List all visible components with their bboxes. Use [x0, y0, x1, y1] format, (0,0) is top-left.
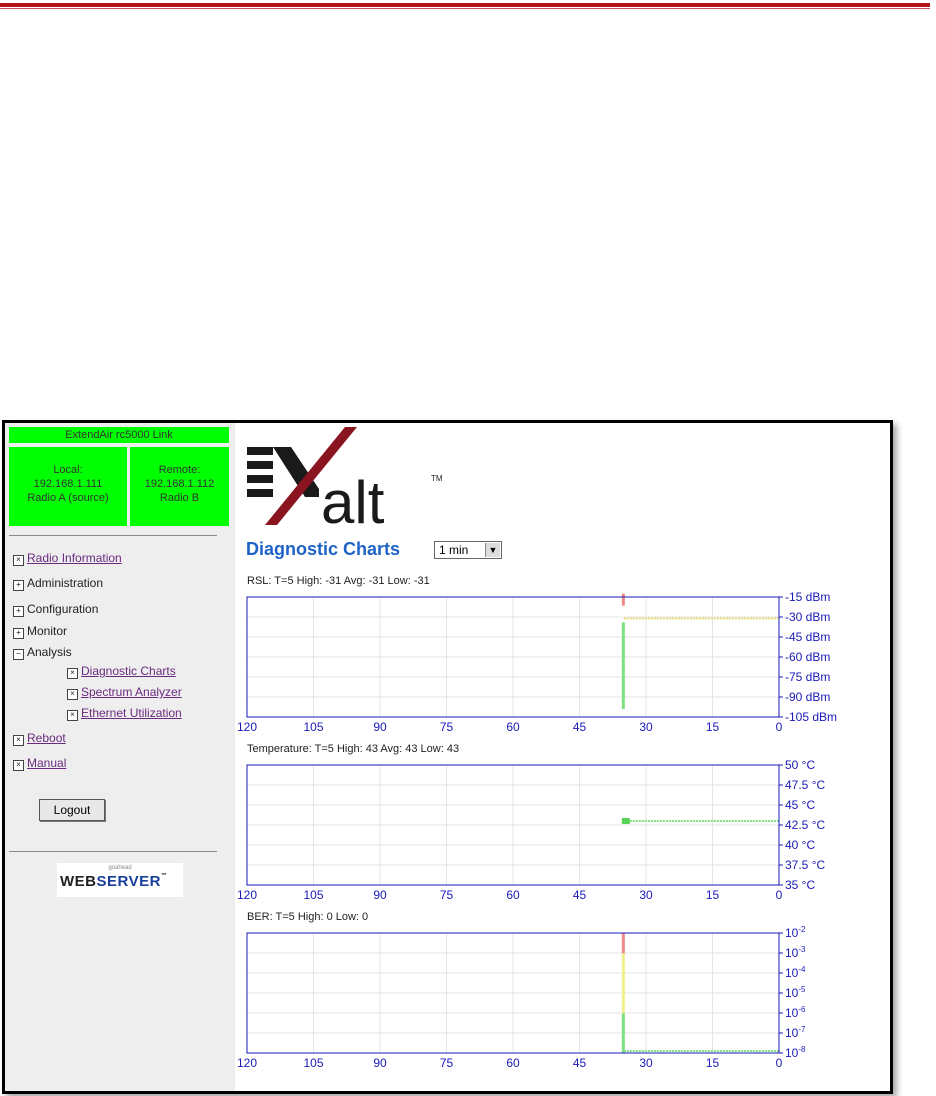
- remote-radio-name: Radio B: [159, 492, 200, 504]
- rsl-x-tick-label: 45: [572, 720, 587, 734]
- menu-link-spectrum-analyzer[interactable]: Spectrum Analyzer: [81, 685, 182, 699]
- local-radio-name: Radio A (source): [27, 492, 109, 504]
- rsl-y-tick-label: -90 dBm: [785, 690, 831, 704]
- ber-chart: [235, 921, 890, 1069]
- temperature-chart-caption: Temperature: T=5 High: 43 Avg: 43 Low: 43: [247, 743, 460, 755]
- menu-link-diagnostic-charts[interactable]: Diagnostic Charts: [81, 664, 176, 678]
- menu-label-configuration[interactable]: Configuration: [27, 602, 99, 616]
- exalt-logo: [245, 427, 475, 531]
- ber-x-tick-label: 60: [506, 1056, 520, 1069]
- ber-x-tick-label: 90: [373, 1056, 387, 1069]
- rsl-y-tick-label: -75 dBm: [785, 670, 831, 684]
- temperature-x-tick-label: 45: [572, 888, 587, 901]
- rsl-gauge-red: [622, 594, 625, 606]
- ber-x-tick-label: 30: [639, 1056, 653, 1069]
- rsl-x-tick-label: 105: [303, 720, 324, 734]
- bullet-box-icon: ×: [13, 555, 24, 566]
- webserver-logo: [57, 863, 183, 897]
- temperature-x-tick-label: 15: [705, 888, 720, 901]
- menu-label-monitor[interactable]: Monitor: [27, 624, 68, 638]
- menu-item-administration[interactable]: [13, 576, 103, 591]
- ber-y-tick-label: $10^{-4}$: [785, 965, 806, 980]
- sidebar-divider: [9, 535, 217, 536]
- temperature-y-tick-label: 47.5 °C: [785, 778, 826, 792]
- rsl-x-tick-label: 120: [236, 720, 258, 734]
- submenu-item-spectrum-analyzer[interactable]: [67, 685, 182, 700]
- temperature-y-tick-label: 42.5 °C: [785, 818, 826, 832]
- rsl-x-tick-label: 60: [506, 720, 520, 734]
- ber-y-tick-label: $10^{-3}$: [785, 945, 806, 960]
- sidebar-divider-lower: [9, 851, 217, 852]
- temperature-y-tick-label: 45 °C: [785, 798, 816, 812]
- ber-x-tick-label: 0: [775, 1056, 783, 1069]
- logo-tm: TM: [431, 474, 443, 483]
- ber-y-tick-label: $10^{-5}$: [785, 985, 806, 1000]
- interval-select[interactable]: [434, 541, 502, 559]
- menu-item-monitor[interactable]: [13, 624, 67, 639]
- ber-y-tick-label: $10^{-6}$: [785, 1005, 806, 1020]
- temperature-y-tick-label: 35 °C: [785, 878, 816, 892]
- local-radio-status: [9, 447, 127, 526]
- menu-label-administration[interactable]: Administration: [27, 576, 104, 590]
- expand-plus-icon[interactable]: +: [13, 628, 24, 639]
- ber-y-tick-label: $10^{-2}$: [785, 925, 806, 940]
- ber-y-tick-label: $10^{-8}$: [785, 1045, 806, 1060]
- rsl-y-tick-label: -45 dBm: [785, 630, 831, 644]
- ber-x-tick-label: 75: [439, 1056, 454, 1069]
- menu-link-manual[interactable]: Manual: [27, 756, 67, 770]
- header-rule: [0, 0, 936, 12]
- menu-item-analysis[interactable]: [13, 645, 72, 660]
- rsl-chart: [235, 585, 890, 735]
- link-title: ExtendAir rc5000 Link: [9, 427, 229, 443]
- main-content: [235, 423, 890, 1091]
- logo-text: alt: [321, 469, 385, 531]
- ber-gauge-yellow: [622, 953, 625, 1013]
- local-ip: 192.168.1.111: [33, 478, 103, 490]
- local-label: Local:: [53, 464, 83, 476]
- bullet-box-icon: ×: [13, 735, 24, 746]
- temperature-x-tick-label: 75: [439, 888, 454, 901]
- rsl-x-tick-label: 90: [373, 720, 387, 734]
- menu-link-ethernet-utilization[interactable]: Ethernet Utilization: [81, 706, 182, 720]
- menu-item-manual[interactable]: [13, 756, 66, 771]
- rsl-y-tick-label: -60 dBm: [785, 650, 831, 664]
- expand-plus-icon[interactable]: +: [13, 606, 24, 617]
- ber-gauge-green: [622, 1013, 625, 1053]
- ber-gauge-red: [622, 933, 625, 953]
- rsl-gauge-green: [622, 622, 625, 709]
- menu-item-reboot[interactable]: [13, 731, 66, 746]
- temperature-x-tick-label: 30: [639, 888, 653, 901]
- menu-item-configuration[interactable]: [13, 602, 98, 617]
- webserver-logo-small: goahead: [108, 865, 132, 871]
- rsl-x-tick-label: 30: [639, 720, 653, 734]
- bullet-box-icon: ×: [13, 760, 24, 771]
- ber-x-tick-label: 15: [705, 1056, 720, 1069]
- rsl-chart-caption: RSL: T=5 High: -31 Avg: -31 Low: -31: [247, 575, 430, 587]
- temperature-x-tick-label: 0: [775, 888, 783, 901]
- temperature-y-tick-label: 50 °C: [785, 758, 816, 772]
- bullet-box-icon: ×: [67, 710, 78, 721]
- remote-label: Remote:: [158, 464, 201, 476]
- menu-link-reboot[interactable]: Reboot: [27, 731, 66, 745]
- temperature-y-tick-label: 37.5 °C: [785, 858, 826, 872]
- submenu-item-ethernet-utilization[interactable]: [67, 706, 182, 721]
- ber-x-tick-label: 105: [303, 1056, 324, 1069]
- bullet-box-icon: ×: [67, 668, 78, 679]
- screenshot-frame: [2, 420, 893, 1094]
- rsl-y-tick-label: -105 dBm: [785, 710, 838, 724]
- logout-button[interactable]: Logout: [39, 799, 105, 821]
- temperature-x-tick-label: 60: [506, 888, 520, 901]
- interval-select-value: 1 min: [439, 543, 469, 557]
- temperature-x-tick-label: 105: [303, 888, 324, 901]
- sidebar: [5, 423, 235, 1091]
- webserver-logo-text: WEBSERVER™: [60, 873, 168, 890]
- remote-radio-status: [130, 447, 229, 526]
- page-title: Diagnostic Charts: [246, 539, 401, 559]
- rsl-x-tick-label: 0: [775, 720, 783, 734]
- menu-link-radio-information[interactable]: Radio Information: [27, 551, 122, 565]
- menu-label-analysis[interactable]: Analysis: [27, 645, 72, 659]
- expand-plus-icon[interactable]: +: [13, 580, 24, 591]
- rsl-y-tick-label: -15 dBm: [785, 590, 831, 604]
- temperature-series-marker: [622, 818, 630, 824]
- ber-x-tick-label: 45: [572, 1056, 587, 1069]
- ber-y-tick-label: $10^{-7}$: [785, 1025, 806, 1040]
- ber-x-tick-label: 120: [236, 1056, 258, 1069]
- chevron-down-icon[interactable]: ▼: [485, 543, 500, 557]
- temperature-y-tick-label: 40 °C: [785, 838, 816, 852]
- submenu-item-diagnostic-charts[interactable]: [67, 664, 176, 679]
- menu-item-radio-information[interactable]: [13, 551, 122, 566]
- collapse-minus-icon[interactable]: −: [13, 649, 24, 660]
- temperature-chart: [235, 753, 890, 901]
- rsl-x-tick-label: 75: [439, 720, 454, 734]
- rsl-y-tick-label: -30 dBm: [785, 610, 831, 624]
- ber-chart-caption: BER: T=5 High: 0 Low: 0: [247, 911, 369, 923]
- remote-ip: 192.168.1.112: [144, 478, 215, 490]
- temperature-x-tick-label: 90: [373, 888, 387, 901]
- bullet-box-icon: ×: [67, 689, 78, 700]
- temperature-x-tick-label: 120: [236, 888, 258, 901]
- rsl-x-tick-label: 15: [705, 720, 720, 734]
